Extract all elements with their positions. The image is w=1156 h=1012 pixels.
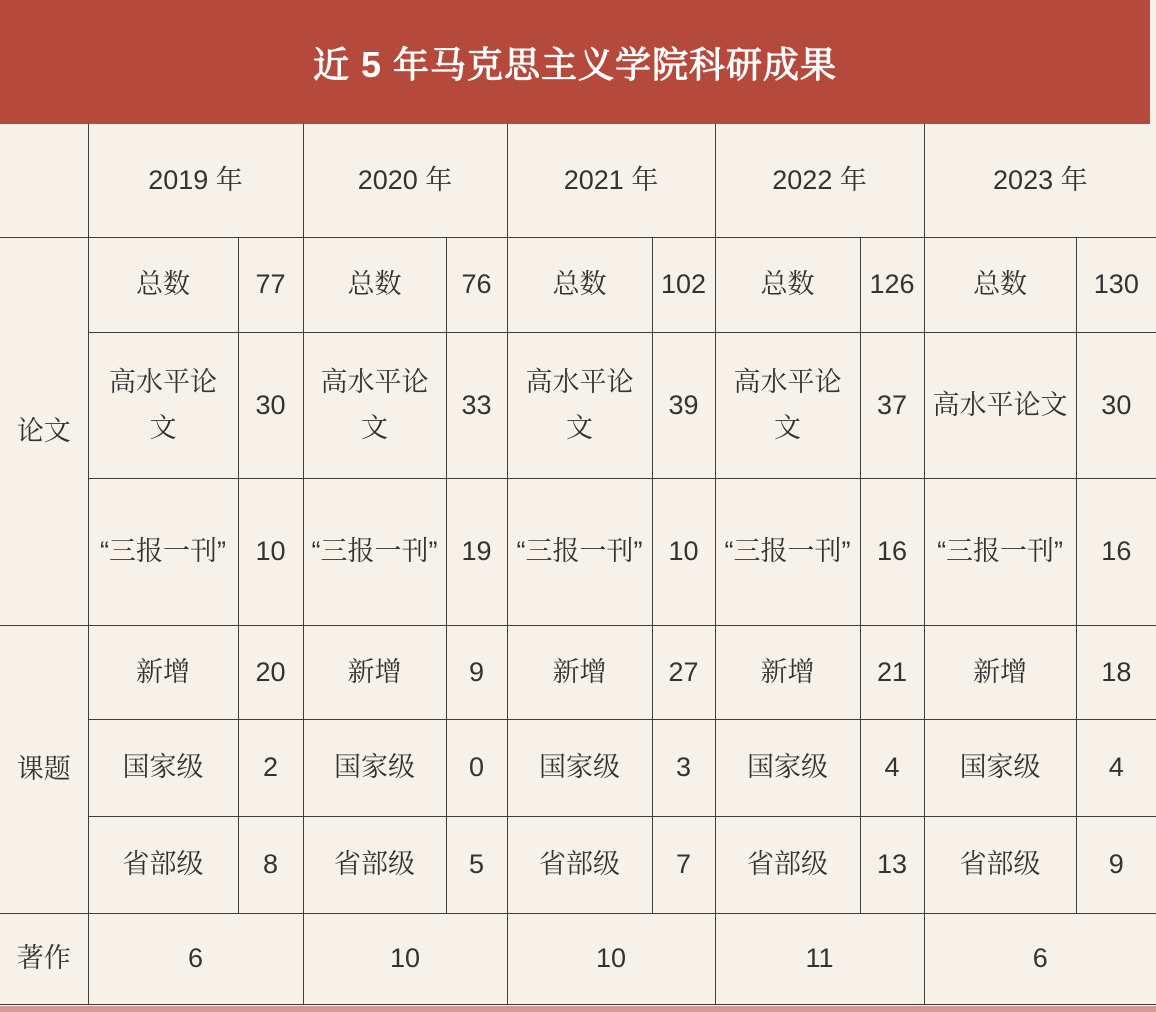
books-value-cell: 10	[507, 913, 715, 1004]
row-papers-total	[0, 237, 1156, 332]
metric-label-cell: 高水平论文	[303, 332, 446, 478]
metric-value-cell: 2	[238, 719, 303, 816]
metric-value-cell: 77	[238, 237, 303, 332]
year-header-cell: 2023 年	[924, 124, 1156, 237]
metric-label-cell: “三报一刊”	[507, 478, 652, 625]
metric-label-cell: 高水平论文	[88, 332, 238, 478]
metric-value-cell: 130	[1076, 237, 1156, 332]
metric-label-cell: 省部级	[507, 816, 652, 913]
metric-label-cell: 国家级	[715, 719, 860, 816]
metric-label-cell: 国家级	[88, 719, 238, 816]
group-label-books: 著作	[0, 913, 88, 1004]
year-header-cell: 2020 年	[303, 124, 507, 237]
metric-label-cell: 省部级	[924, 816, 1076, 913]
row-papers-high-level	[0, 332, 1156, 478]
metric-value-cell: 10	[238, 478, 303, 625]
metric-value-cell: 16	[1076, 478, 1156, 625]
metric-label-cell: 国家级	[507, 719, 652, 816]
metric-value-cell: 126	[860, 237, 924, 332]
metric-value-cell: 102	[652, 237, 715, 332]
metric-label-cell: 总数	[924, 237, 1076, 332]
books-value-cell: 6	[88, 913, 303, 1004]
metric-label-cell: 高水平论文	[715, 332, 860, 478]
metric-value-cell: 10	[652, 478, 715, 625]
metric-value-cell: 9	[446, 625, 507, 719]
metric-value-cell: 7	[652, 816, 715, 913]
metric-label-cell: 总数	[715, 237, 860, 332]
metric-value-cell: 8	[238, 816, 303, 913]
year-header-cell: 2019 年	[88, 124, 303, 237]
books-value-cell: 10	[303, 913, 507, 1004]
metric-value-cell: 76	[446, 237, 507, 332]
results-table	[0, 124, 1156, 1005]
metric-value-cell: 9	[1076, 816, 1156, 913]
group-label-projects: 课题	[0, 625, 88, 913]
metric-value-cell: 5	[446, 816, 507, 913]
year-header-cell: 2022 年	[715, 124, 924, 237]
row-papers-three-journals	[0, 478, 1156, 625]
metric-label-cell: 高水平论文	[924, 332, 1076, 478]
books-value-cell: 11	[715, 913, 924, 1004]
metric-label-cell: 新增	[924, 625, 1076, 719]
row-projects-national	[0, 719, 1156, 816]
corner-cell	[0, 124, 88, 237]
metric-value-cell: 20	[238, 625, 303, 719]
metric-label-cell: “三报一刊”	[924, 478, 1076, 625]
metric-value-cell: 18	[1076, 625, 1156, 719]
metric-value-cell: 16	[860, 478, 924, 625]
row-projects-new	[0, 625, 1156, 719]
metric-label-cell: “三报一刊”	[88, 478, 238, 625]
row-projects-provincial	[0, 816, 1156, 913]
metric-label-cell: 新增	[715, 625, 860, 719]
row-books	[0, 913, 1156, 1004]
metric-value-cell: 4	[860, 719, 924, 816]
page-title: 近 5 年马克思主义学院科研成果	[312, 43, 838, 85]
metric-label-cell: 省部级	[303, 816, 446, 913]
metric-value-cell: 0	[446, 719, 507, 816]
metric-label-cell: 总数	[88, 237, 238, 332]
metric-label-cell: “三报一刊”	[303, 478, 446, 625]
metric-value-cell: 30	[238, 332, 303, 478]
metric-value-cell: 33	[446, 332, 507, 478]
year-header-row	[0, 124, 1156, 237]
metric-label-cell: 国家级	[924, 719, 1076, 816]
metric-value-cell: 37	[860, 332, 924, 478]
bottom-accent-strip	[0, 1006, 1156, 1012]
year-header-cell: 2021 年	[507, 124, 715, 237]
books-value-cell: 6	[924, 913, 1156, 1004]
metric-value-cell: 27	[652, 625, 715, 719]
metric-label-cell: 新增	[303, 625, 446, 719]
metric-value-cell: 39	[652, 332, 715, 478]
metric-value-cell: 3	[652, 719, 715, 816]
metric-label-cell: 高水平论文	[507, 332, 652, 478]
metric-value-cell: 21	[860, 625, 924, 719]
group-label-papers: 论文	[0, 237, 88, 625]
metric-value-cell: 30	[1076, 332, 1156, 478]
metric-label-cell: 新增	[88, 625, 238, 719]
metric-value-cell: 19	[446, 478, 507, 625]
metric-label-cell: “三报一刊”	[715, 478, 860, 625]
metric-value-cell: 13	[860, 816, 924, 913]
metric-label-cell: 总数	[507, 237, 652, 332]
metric-label-cell: 省部级	[715, 816, 860, 913]
metric-label-cell: 总数	[303, 237, 446, 332]
title-banner	[0, 0, 1150, 124]
metric-label-cell: 新增	[507, 625, 652, 719]
metric-value-cell: 4	[1076, 719, 1156, 816]
metric-label-cell: 国家级	[303, 719, 446, 816]
metric-label-cell: 省部级	[88, 816, 238, 913]
